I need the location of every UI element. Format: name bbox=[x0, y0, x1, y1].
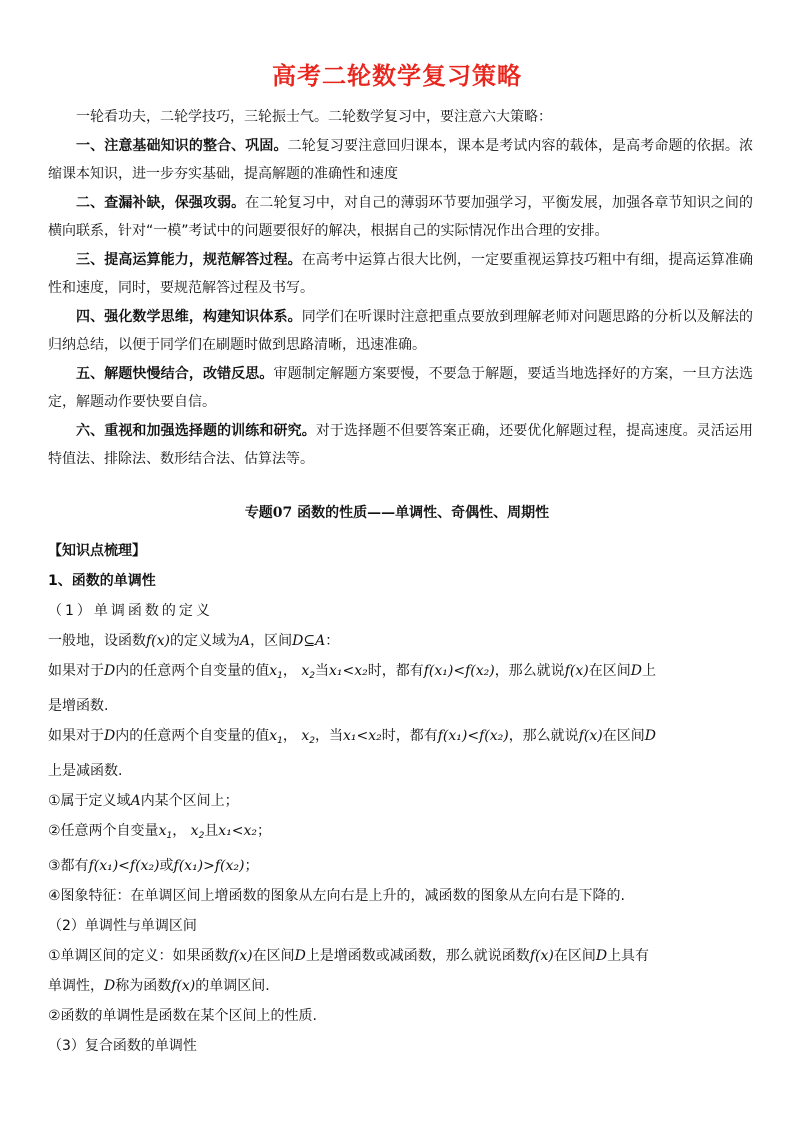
strategy-3: 三、提高运算能力，规范解答过程。在高考中运算占很大比例，一定要重视运算技巧粗中有细，提高运算准确性和速度，同时，要规范解答过程及书写。 bbox=[48, 252, 753, 296]
inc-line-2: 是增函数. bbox=[48, 698, 109, 714]
def-line-1: 一般地，设函数f(x)的定义域为A，区间D⊆A： bbox=[48, 633, 340, 649]
strategy-5: 五、解题快慢结合，改错反思。审题制定解题方案要慢，不要急于解题，要适当地选择好的方案，一旦方法选定，解题动作要快要自信。 bbox=[48, 366, 754, 410]
strategy-1: 一、注意基础知识的整合、巩固。二轮复习要注意回归课本，课本是考试内容的载体，是高考命题的依据。浓缩课本知识，进一步夯实基础，提高解题的准确性和速度 bbox=[48, 138, 754, 182]
dec-line-2: 上是减函数. bbox=[48, 763, 123, 779]
knowledge-section bbox=[48, 536, 753, 1061]
sub3-heading: （3）复合函数的单调性 bbox=[48, 1038, 197, 1054]
point-4: ④图象特征：在单调区间上增函数的图象从左向右是上升的，减函数的图象从左向右是下降的. bbox=[48, 888, 625, 904]
inc-line-1: 如果对于D内的任意两个自变量的值$x_1$， $x_2$当x₁<x₂时，都有f(x₁)<f(x₂)，那么就说f(x)在区间D上 bbox=[48, 663, 656, 681]
point-2: ②任意两个自变量$x_1$， $x_2$且x₁<x₂； bbox=[48, 823, 272, 841]
point-1: ①属于定义域A内某个区间上； bbox=[48, 793, 239, 809]
intro-lead: 一轮看功夫，二轮学技巧，三轮振士气。二轮数学复习中，要注意六大策略： bbox=[76, 109, 552, 125]
sub1-heading: （1）单调函数的定义 bbox=[48, 603, 213, 619]
document-title: 高考二轮数学复习策略 bbox=[272, 62, 522, 90]
section-title: 【知识点梳理】 bbox=[48, 543, 146, 559]
sec1-heading: 1、函数的单调性 bbox=[48, 573, 156, 589]
mono-line-2: 单调性，D称为函数f(x)的单调区间. bbox=[48, 978, 270, 994]
intro-section bbox=[48, 103, 753, 473]
strategy-2: 二、查漏补缺，保强攻弱。在二轮复习中，对自己的薄弱环节要加强学习，平衡发展，加强各章节知识之间的横向联系，针对“一模”考试中的问题要很好的解决，根据自己的实际情况作出合理的安排。 bbox=[48, 195, 754, 239]
dec-line-1: 如果对于D内的任意两个自变量的值$x_1$， $x_2$，当x₁<x₂时，都有f(x₁)<f(x₂)，那么就说f(x)在区间D bbox=[48, 728, 656, 746]
strategy-6: 六、重视和加强选择题的训练和研究。对于选择题不但要答案正确，还要优化解题过程，提高速度。灵活运用特值法、排除法、数形结合法、估算法等。 bbox=[48, 423, 754, 467]
sub2-heading: （2）单调性与单调区间 bbox=[48, 918, 197, 934]
mono-line-3: ②函数的单调性是函数在某个区间上的性质. bbox=[48, 1008, 317, 1024]
topic-heading: 专题07 函数的性质——单调性、奇偶性、周期性 bbox=[244, 505, 550, 521]
strategy-4: 四、强化数学思维，构建知识体系。同学们在听课时注意把重点要放到理解老师对问题思路的分析以及解法的归纳总结，以便于同学们在刷题时做到思路清晰，迅速准确。 bbox=[48, 309, 753, 353]
point-3: ③都有f(x₁)<f(x₂)或f(x₁)>f(x₂)； bbox=[48, 858, 259, 874]
mono-line-1: ①单调区间的定义：如果函数f(x)在区间D上是增函数或减函数，那么就说函数f(x)在区间D上具有 bbox=[48, 948, 650, 964]
